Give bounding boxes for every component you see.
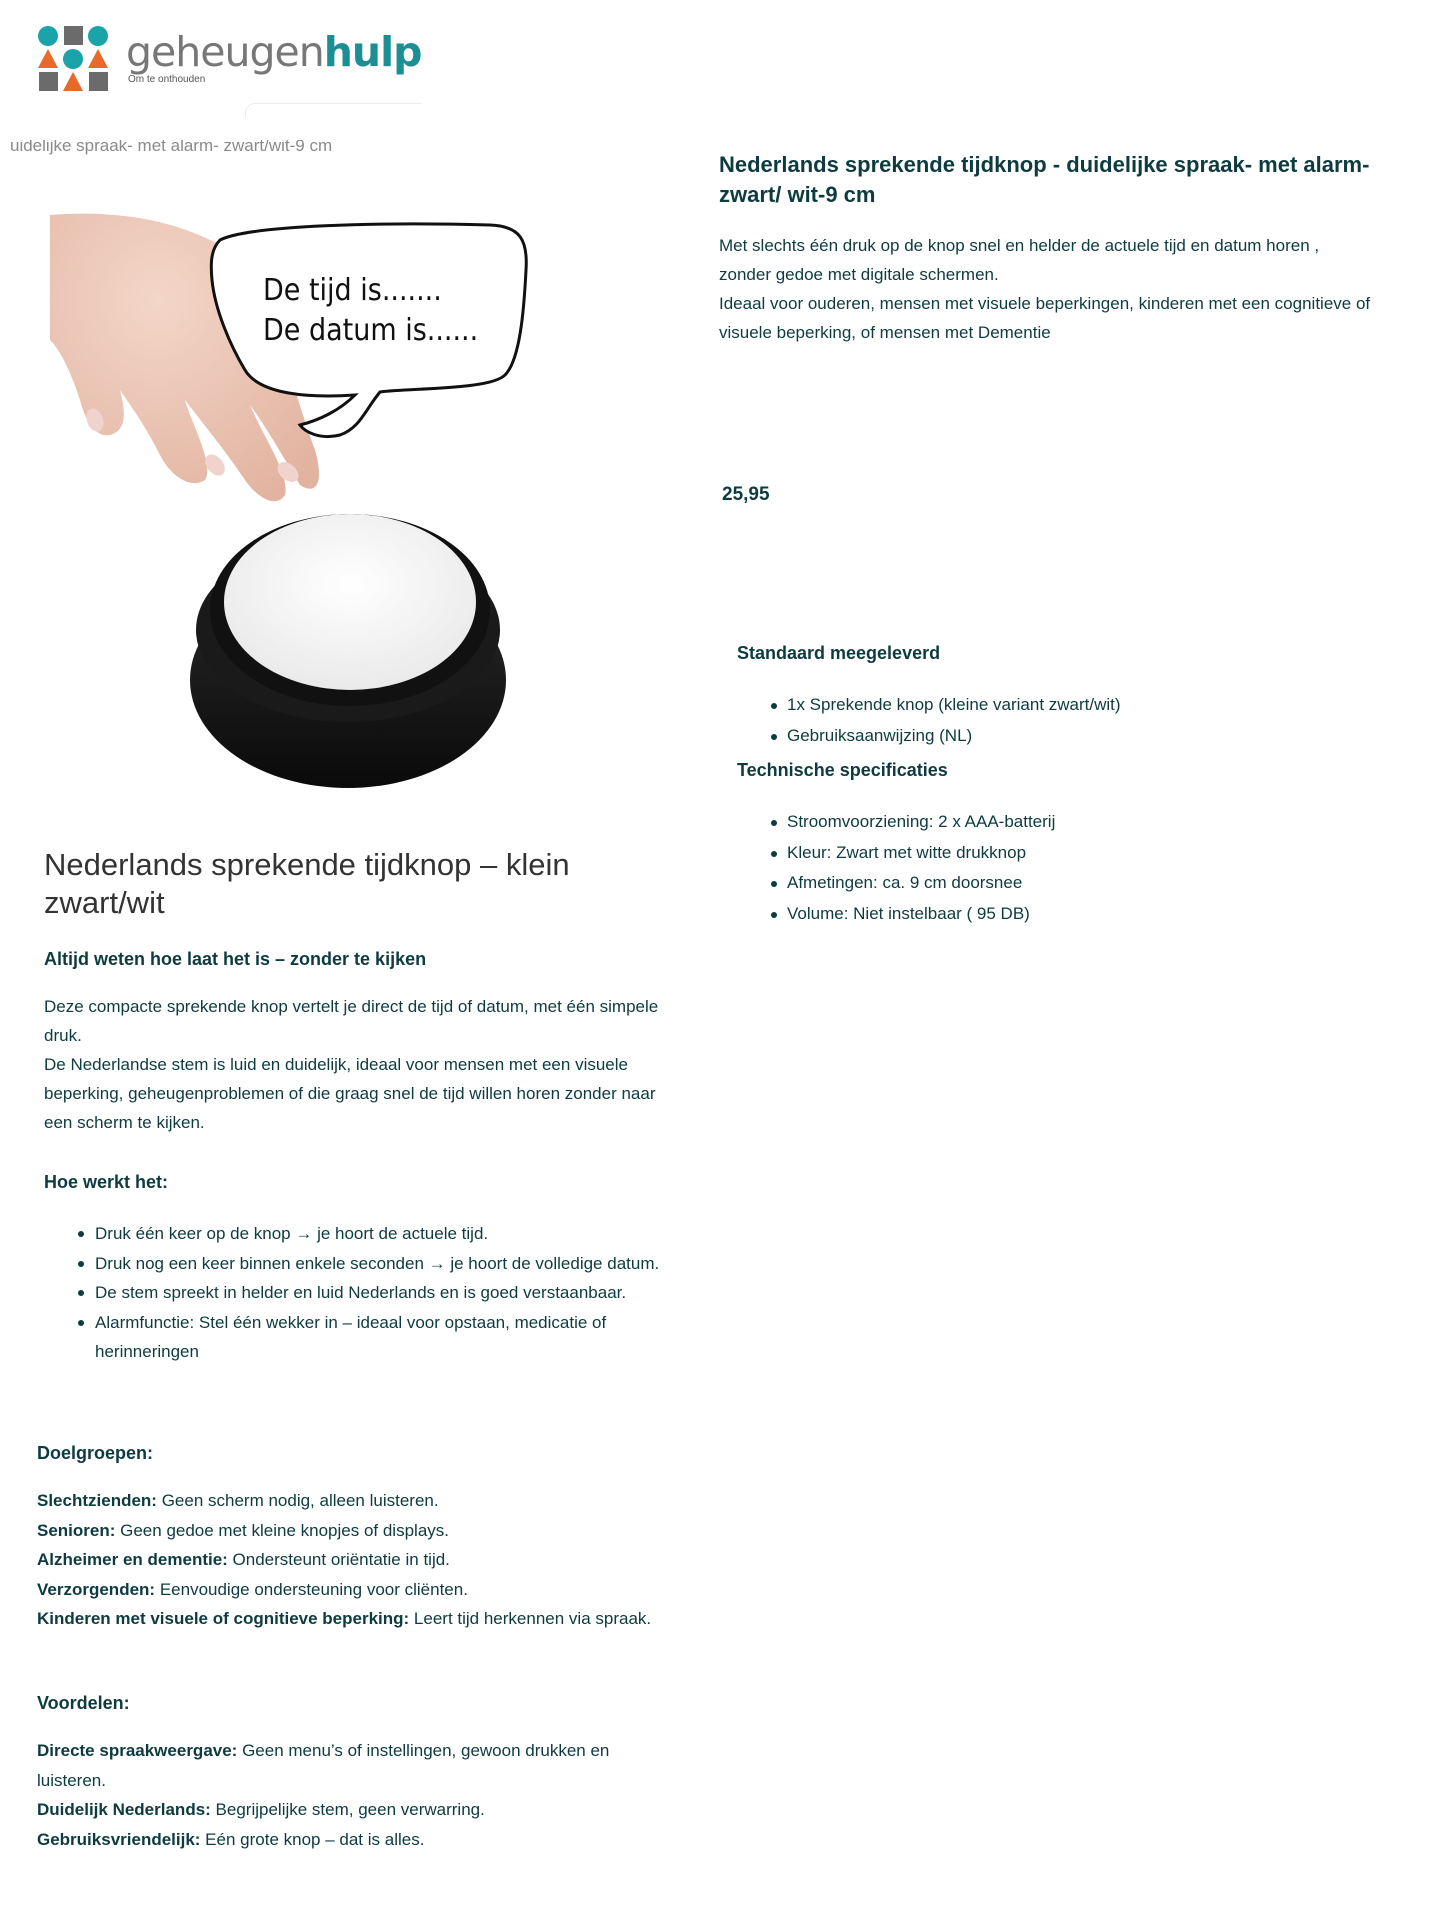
advantages-heading: Voordelen: (37, 1693, 130, 1713)
product-price: 25,95 (722, 484, 770, 505)
target-group-item: Verzorgenden: Eenvoudige ondersteuning voor cliënten. (37, 1579, 468, 1599)
logo-word-part1: geheugen (126, 28, 324, 76)
header-search-box[interactable] (245, 103, 421, 117)
specs-section (737, 640, 1417, 935)
technical-heading: Technische specificaties (737, 760, 948, 780)
bubble-line2: De datum is...... (263, 313, 479, 348)
target-group-item: Slechtzienden: Geen scherm nodig, alleen luisteren. (37, 1491, 439, 1510)
logo-mark-icon (36, 24, 110, 94)
product-description (44, 846, 674, 1367)
list-item: Druk nog een keer binnen enkele seconden → je hoort de volledige datum. (78, 1249, 674, 1279)
target-groups-section (37, 1440, 677, 1634)
product-short-description (719, 231, 1424, 347)
target-group-item: Kinderen met visuele of cognitieve beperking: Leert tijd herkennen via spraak. (37, 1609, 652, 1628)
advantage-item: Directe spraakweergave: Geen menu’s of instellingen, gewoon drukken en luisteren. (37, 1741, 610, 1790)
list-item: Gebruiksaanwijzing (NL) (771, 721, 1417, 752)
description-subtitle: Altijd weten hoe laat het is – zonder te kijken (44, 949, 427, 969)
list-item: Volume: Niet instelbaar ( 95 DB) (771, 899, 1417, 930)
advantage-item: Duidelijk Nederlands: Begrijpelijke stem, geen verwarring. (37, 1800, 485, 1819)
list-item: De stem spreekt in helder en luid Nederlands en is goed verstaanbaar. (78, 1278, 674, 1308)
product-info (719, 150, 1424, 347)
how-heading: Hoe werkt het: (44, 1172, 169, 1192)
description-title: Nederlands sprekende tijdknop – klein zwart/wit (44, 847, 570, 920)
list-item: Stroomvoorziening: 2 x AAA-batterij (771, 807, 1417, 838)
included-list (771, 690, 1417, 751)
paragraph-line: De Nederlandse stem is luid en duidelijk, ideaal voor mensen met een visuele beperking, geheugenproblemen of die graag snel de tijd willen horen zonder naar een scherm te kijken. (44, 1055, 656, 1132)
target-groups-list (37, 1486, 677, 1634)
advantages-section (37, 1690, 677, 1854)
target-groups-heading: Doelgroepen: (37, 1443, 154, 1463)
description-line: zonder gedoe met digitale schermen. (719, 265, 999, 284)
logo-word-part2: hulp (323, 28, 422, 76)
target-group-item: Alzheimer en dementie: Ondersteunt oriëntatie in tijd. (37, 1550, 450, 1569)
advantage-item: Gebruiksvriendelijk: Eén grote knop – dat is alles. (37, 1829, 425, 1849)
list-item: 1x Sprekende knop (kleine variant zwart/wit) (771, 690, 1417, 721)
breadcrumb-text: uidelijke spraak- met alarm- zwart/wit-9 cm (10, 140, 333, 155)
list-item: Kleur: Zwart met witte drukknop (771, 838, 1417, 869)
list-item: Druk één keer op de knop → je hoort de actuele tijd. (78, 1219, 674, 1249)
technical-list (771, 807, 1417, 929)
bubble-line1: De tijd is....... (263, 273, 442, 308)
how-list (78, 1219, 674, 1367)
logo-tagline: Om te onthouden (128, 74, 206, 85)
product-image[interactable] (50, 210, 580, 795)
description-line: Met slechts één druk op de knop snel en helder de actuele tijd en datum horen , (719, 236, 1320, 255)
breadcrumb (10, 140, 332, 159)
paragraph-line: Deze compacte sprekende knop vertelt je direct de tijd of datum, met één simpele druk. (44, 997, 659, 1045)
list-item: Alarmfunctie: Stel één wekker in – ideaal voor opstaan, medicatie of herinneringen (78, 1308, 674, 1367)
included-heading: Standaard meegeleverd (737, 643, 941, 663)
target-group-item: Senioren: Geen gedoe met kleine knopjes of displays. (37, 1520, 449, 1540)
advantages-list (37, 1736, 677, 1854)
site-logo[interactable] (36, 24, 421, 94)
description-line: Ideaal voor ouderen, mensen met visuele beperkingen, kinderen met een cognitieve of visuele beperking, of mensen met Dementie (719, 294, 1371, 342)
description-paragraph (44, 992, 674, 1137)
logo-wordmark (126, 30, 421, 85)
list-item: Afmetingen: ca. 9 cm doorsnee (771, 868, 1417, 899)
product-title: Nederlands sprekende tijdknop - duidelijke spraak- met alarm- zwart/ wit-9 cm (719, 152, 1370, 207)
